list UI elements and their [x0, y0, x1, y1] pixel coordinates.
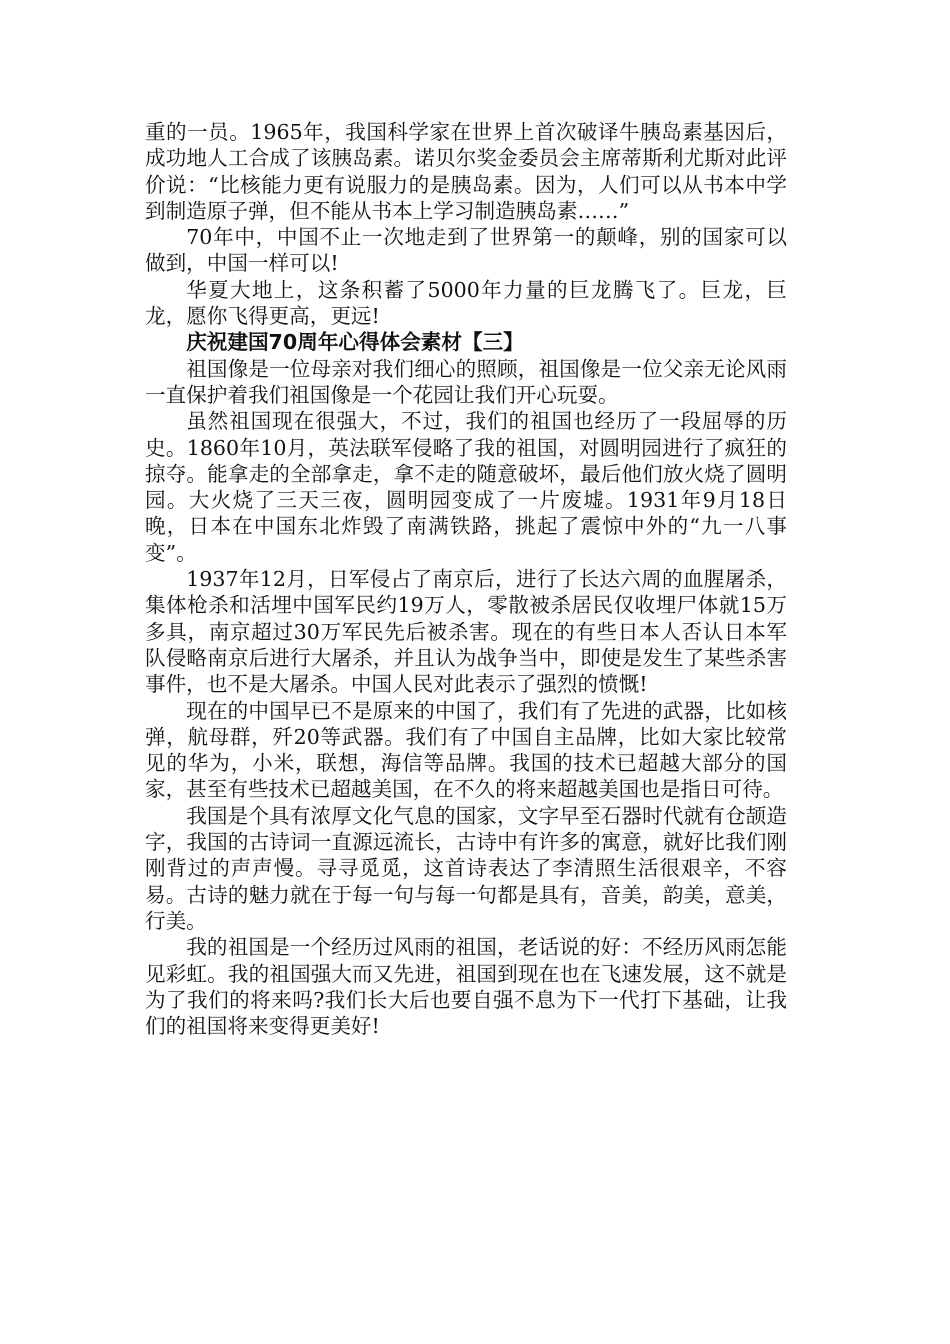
paragraph-nanjing: 1937年12月，日军侵占了南京后，进行了长达六周的血腥屠杀，集体枪杀和活埋中国军民约19万人，零散被杀居民仅收埋尸体就15万多具，南京超过30万军民先后被杀害。现在的有些日本人否认日本军队侵略南京后进行大屠杀，并且认为战争当中，即使是发生了某些杀害事件，也不是大屠杀。中国人民对此表示了强烈的愤慨! — [145, 567, 787, 697]
paragraph-dragon: 华夏大地上，这条积蓄了5000年力量的巨龙腾飞了。巨龙，巨龙，愿你飞得更高，更远! — [145, 277, 787, 329]
paragraph-continuation: 重的一员。1965年，我国科学家在世界上首次破译牛胰岛素基因后，成功地人工合成了该胰岛素。诺贝尔奖金委员会主席蒂斯利尤斯对此评价说：“比核能力更有说服力的是胰岛素。因为，人们可以从书本中学到制造原子弹，但不能从书本上学习制造胰岛素……” — [145, 120, 787, 223]
document-page — [145, 119, 787, 1039]
paragraph-motherland: 祖国像是一位母亲对我们细心的照顾，祖国像是一位父亲无论风雨一直保护着我们祖国像是一个花园让我们开心玩耍。 — [145, 356, 787, 407]
paragraph-history: 虽然祖国现在很强大，不过，我们的祖国也经历了一段屈辱的历史。1860年10月，英法联军侵略了我的祖国，对圆明园进行了疯狂的掠夺。能拿走的全部拿走，拿不走的随意破坏，最后他们放火烧了圆明园。大火烧了三天三夜，圆明园变成了一片废墟。1931年9月18日晚，日本在中国东北炸毁了南满铁路，挑起了震惊中外的“九一八事变”。 — [145, 409, 787, 565]
paragraph-modern-china: 现在的中国早已不是原来的中国了，我们有了先进的武器，比如核弹，航母群，歼20等武器。我们有了中国自主品牌，比如大家比较常见的华为，小米，联想，海信等品牌。我国的技术已超越大部分的国家，甚至有些技术已超越美国，在不久的将来超越美国也是指日可待。 — [145, 698, 787, 802]
section-heading: 庆祝建国70周年心得体会素材【三】 — [186, 330, 524, 355]
paragraph-future: 我的祖国是一个经历过风雨的祖国，老话说的好：不经历风雨怎能见彩虹。我的祖国强大而又先进，祖国到现在也在飞速发展，这不就是为了我们的将来吗?我们长大后也要自强不息为下一代打下基础，让我们的祖国将来变得更美好! — [145, 935, 787, 1039]
paragraph-world-first: 70年中，中国不止一次地走到了世界第一的颠峰，别的国家可以做到，中国一样可以! — [145, 225, 787, 276]
paragraph-culture: 我国是个具有浓厚文化气息的国家，文字早至石器时代就有仓颉造字，我国的古诗词一直源远流长，古诗中有许多的寓意，就好比我们刚刚背过的声声慢。寻寻觅觅，这首诗表达了李清照生活很艰辛，不容易。古诗的魅力就在于每一句与每一句都是具有，音美，韵美，意美，行美。 — [145, 803, 787, 933]
